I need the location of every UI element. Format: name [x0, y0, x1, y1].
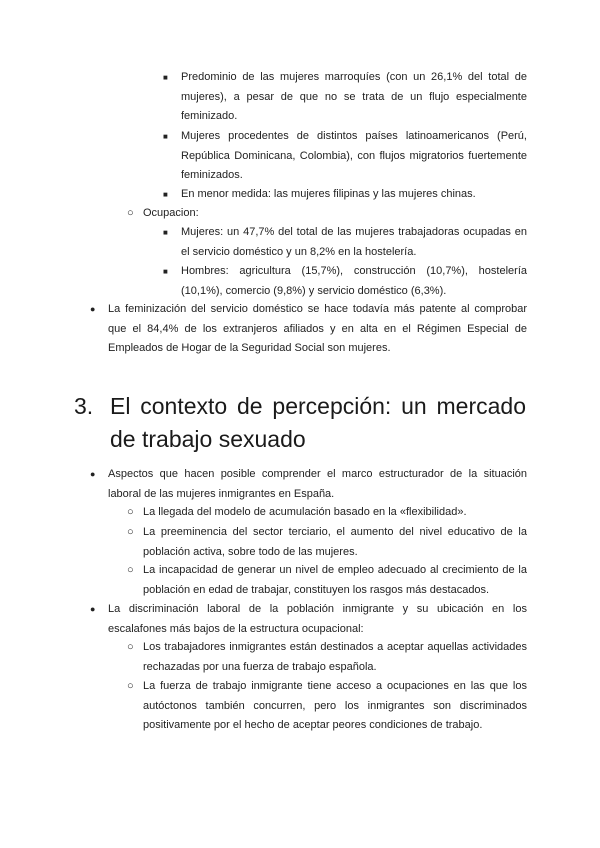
- section-title: El contexto de percepción: un mercado de trabajo sexuado: [110, 393, 526, 452]
- discrimination-intro: La discriminación laboral de la población inmigrante y su ubicación en los escalafones más bajos de la estructura ocupacional:: [108, 603, 527, 635]
- aspects-item-1: La llegada del modelo de acumulación basado en la «flexibilidad».: [143, 506, 467, 518]
- dot-bullet-icon: ●: [90, 469, 96, 479]
- square-bullet-icon: ■: [163, 267, 168, 276]
- square-bullet-icon: ■: [163, 132, 168, 141]
- aspects-intro: Aspectos que hacen posible comprender el marco estructurador de la situación laboral de las mujeres inmigrantes en España.: [108, 468, 527, 500]
- ring-bullet-icon: ○: [127, 207, 134, 219]
- square-bullet-icon: ■: [163, 190, 168, 199]
- section-number: 3.: [74, 393, 94, 419]
- square-bullet-icon: ■: [163, 228, 168, 237]
- list-item-origin-1: Predominio de las mujeres marroquíes (con un 26,1% del total de mujeres), a pesar de que no se trata de un flujo especialmente feminizado.: [181, 71, 527, 123]
- discrimination-item-2: La fuerza de trabajo inmigrante tiene acceso a ocupaciones en las que los autóctonos también concurren, pero los inmigrantes son discriminados positivamente por el hecho de aceptar peores condiciones de trabajo.: [143, 680, 527, 732]
- dot-bullet-icon: ●: [90, 304, 96, 314]
- aspects-item-3: La incapacidad de generar un nivel de empleo adecuado al crecimiento de la población en edad de trabajar, constituyen los rasgos más destacados.: [143, 564, 527, 596]
- discrimination-item-1: Los trabajadores inmigrantes están destinados a aceptar aquellas actividades rechazadas por una fuerza de trabajo española.: [143, 641, 527, 673]
- list-item-occupation-women: Mujeres: un 47,7% del total de las mujeres trabajadoras ocupadas en el servicio doméstico y un 8,2% en la hostelería.: [181, 226, 527, 258]
- ring-bullet-icon: ○: [127, 564, 134, 576]
- list-item-occupation-men: Hombres: agricultura (15,7%), construcción (10,7%), hostelería (10,1%), comercio (9,8%) y servicio doméstico (6,3%).: [181, 265, 527, 297]
- ring-bullet-icon: ○: [127, 680, 134, 692]
- aspects-item-2: La preeminencia del sector terciario, el aumento del nivel educativo de la población activa, sobre todo de las mujeres.: [143, 526, 527, 558]
- ring-bullet-icon: ○: [127, 506, 134, 518]
- domestic-service-paragraph: La feminización del servicio doméstico se hace todavía más patente al comprobar que el 84,4% de los extranjeros afiliados y en alta en el Régimen Especial de Empleados de Hogar de la Seguridad Social son mujeres.: [108, 303, 527, 355]
- ring-bullet-icon: ○: [127, 526, 134, 538]
- dot-bullet-icon: ●: [90, 604, 96, 614]
- occupation-label: Ocupacion:: [143, 207, 199, 219]
- ring-bullet-icon: ○: [127, 641, 134, 653]
- list-item-origin-3: En menor medida: las mujeres filipinas y las mujeres chinas.: [181, 188, 476, 200]
- list-item-origin-2: Mujeres procedentes de distintos países latinoamericanos (Perú, República Dominicana, Colombia), con flujos migratorios fuertemente feminizados.: [181, 130, 527, 182]
- square-bullet-icon: ■: [163, 73, 168, 82]
